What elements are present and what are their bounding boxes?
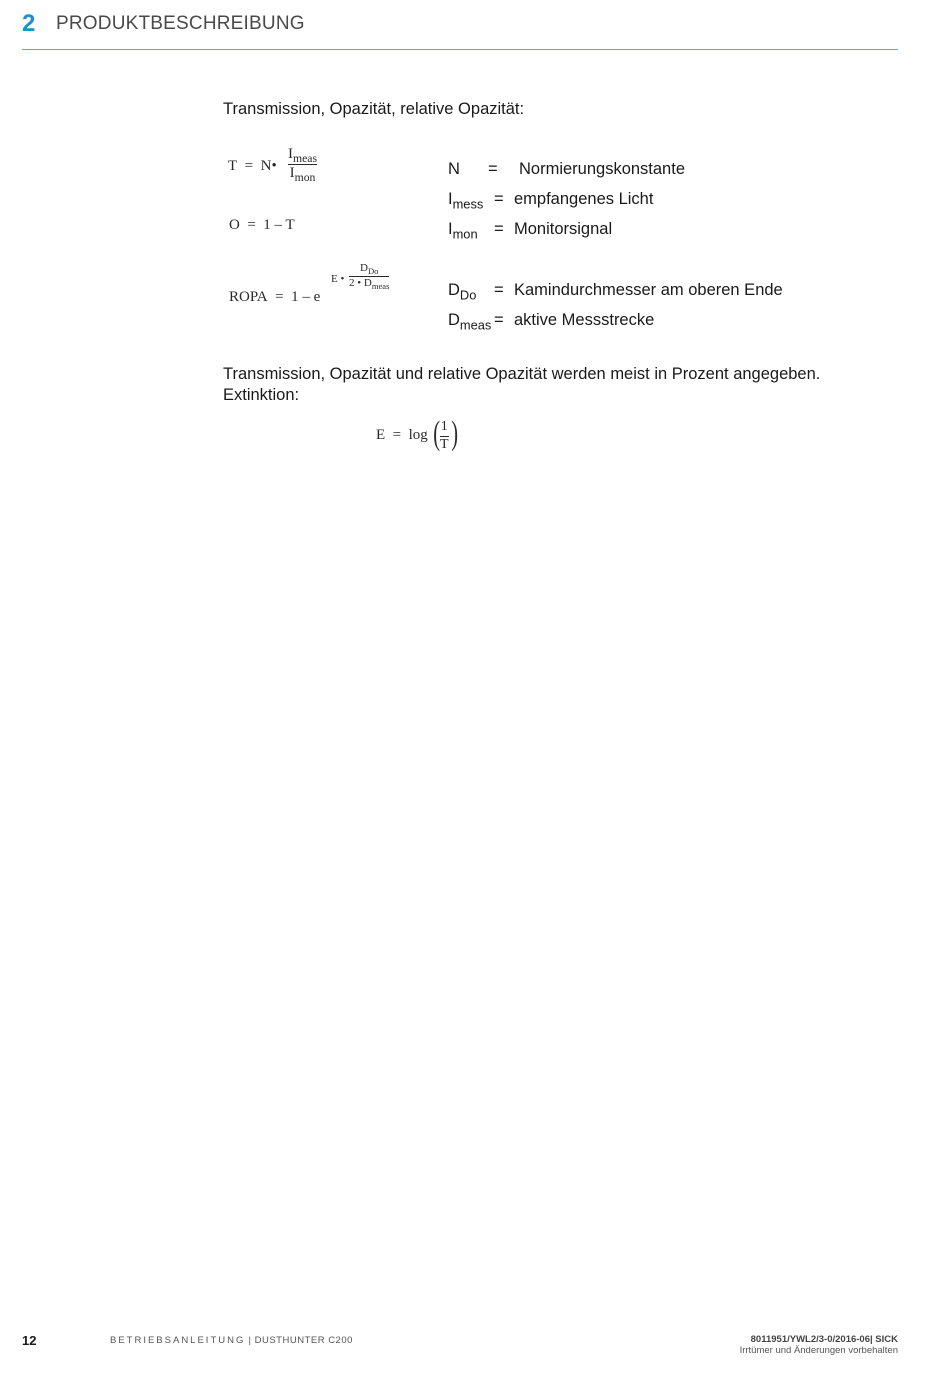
formula-ropa-eq: = xyxy=(275,289,284,305)
formula-ropa-exp-den-sub: meas xyxy=(371,280,390,291)
doc-separator: | xyxy=(245,1335,255,1346)
legend-equals: = xyxy=(488,160,498,178)
formula-t-den-sub: mon xyxy=(294,170,316,184)
legend-symbol: $D_{Do}$ xyxy=(448,281,477,303)
chapter-number: 2 xyxy=(22,10,36,37)
page-number: 12 xyxy=(22,1333,37,1348)
formula-ropa-exp-dot: • xyxy=(340,273,345,285)
legend-equals: = xyxy=(494,281,504,299)
footer-info xyxy=(740,1334,898,1356)
formula-ropa-exp-fraction xyxy=(349,263,389,289)
legend-description: Kamindurchmesser am oberen Ende xyxy=(514,281,783,299)
footer-doc-title xyxy=(110,1335,353,1346)
formula-ropa-one-minus-e: 1 – e xyxy=(291,289,321,305)
formula-ropa-exp-den-base: D xyxy=(363,276,372,289)
formula-e-lhs: E xyxy=(376,427,386,443)
chapter-title: PRODUKTBESCHREIBUNG xyxy=(56,13,305,34)
formula-t-fraction xyxy=(288,147,317,182)
legend-equals: = xyxy=(494,190,504,208)
formula-t-num-sub: meas xyxy=(293,152,318,166)
left-paren: ( xyxy=(433,415,441,452)
formula-extinction xyxy=(376,415,476,456)
legend-symbol: $D_{meas}$ xyxy=(448,311,492,333)
doc-title: BETRIEBSANLEITUNG xyxy=(110,1335,246,1346)
legend-equals: = xyxy=(494,220,504,238)
formula-ropa-exp-den-pre: 2 • xyxy=(349,276,362,289)
formula-ropa-exp-e: E xyxy=(331,273,338,285)
legend-description: aktive Messstrecke xyxy=(514,311,655,329)
formula-t-n: N xyxy=(260,158,272,174)
formula-e-eq: = xyxy=(392,427,402,443)
legend-symbol: $I_{mon}$ xyxy=(448,220,478,242)
formula-transmission xyxy=(228,147,348,195)
intro-text: Transmission, Opazität, relative Opazität: xyxy=(223,100,525,118)
legend-symbol: $I_{mess}$ xyxy=(448,190,484,212)
legend-symbol: N xyxy=(448,160,460,178)
formula-t-eq: = xyxy=(244,158,254,174)
formula-ropa-exp-num-sub: Do xyxy=(367,266,379,276)
extinction-label: Extinktion: xyxy=(223,386,300,404)
formula-ropa xyxy=(229,262,419,312)
formula-opacity: O = 1 – T xyxy=(229,217,295,233)
formula-t-num-base: I xyxy=(288,146,293,162)
doc-reference: 8011951/YWL2/3-0/2016-06| SICK xyxy=(750,1334,898,1345)
formula-t-lhs: T xyxy=(228,158,238,174)
product-name: DUSTHUNTER C200 xyxy=(254,1335,353,1346)
legend-description: Monitorsignal xyxy=(514,220,613,238)
legend-description: empfangenes Licht xyxy=(514,190,654,208)
percentage-note: Transmission, Opazität und relative Opazität werden meist in Prozent angegeben. xyxy=(223,365,821,383)
formula-e-num: 1 xyxy=(440,419,448,434)
legend-equals: = xyxy=(494,311,504,329)
right-paren: ) xyxy=(451,415,459,452)
formula-e-fraction xyxy=(440,420,449,452)
formula-ropa-lhs: ROPA xyxy=(229,289,268,305)
formula-ropa-exp-num-base: D xyxy=(360,262,368,274)
formula-e-den: T xyxy=(440,436,449,452)
formula-e-log: log xyxy=(408,427,428,443)
page-header xyxy=(22,8,898,50)
formula-t-den-base: I xyxy=(289,164,295,181)
formula-t-dot: • xyxy=(271,158,277,174)
disclaimer: Irrtümer und Änderungen vorbehalten xyxy=(739,1345,898,1356)
legend-description: Normierungskonstante xyxy=(519,160,685,178)
